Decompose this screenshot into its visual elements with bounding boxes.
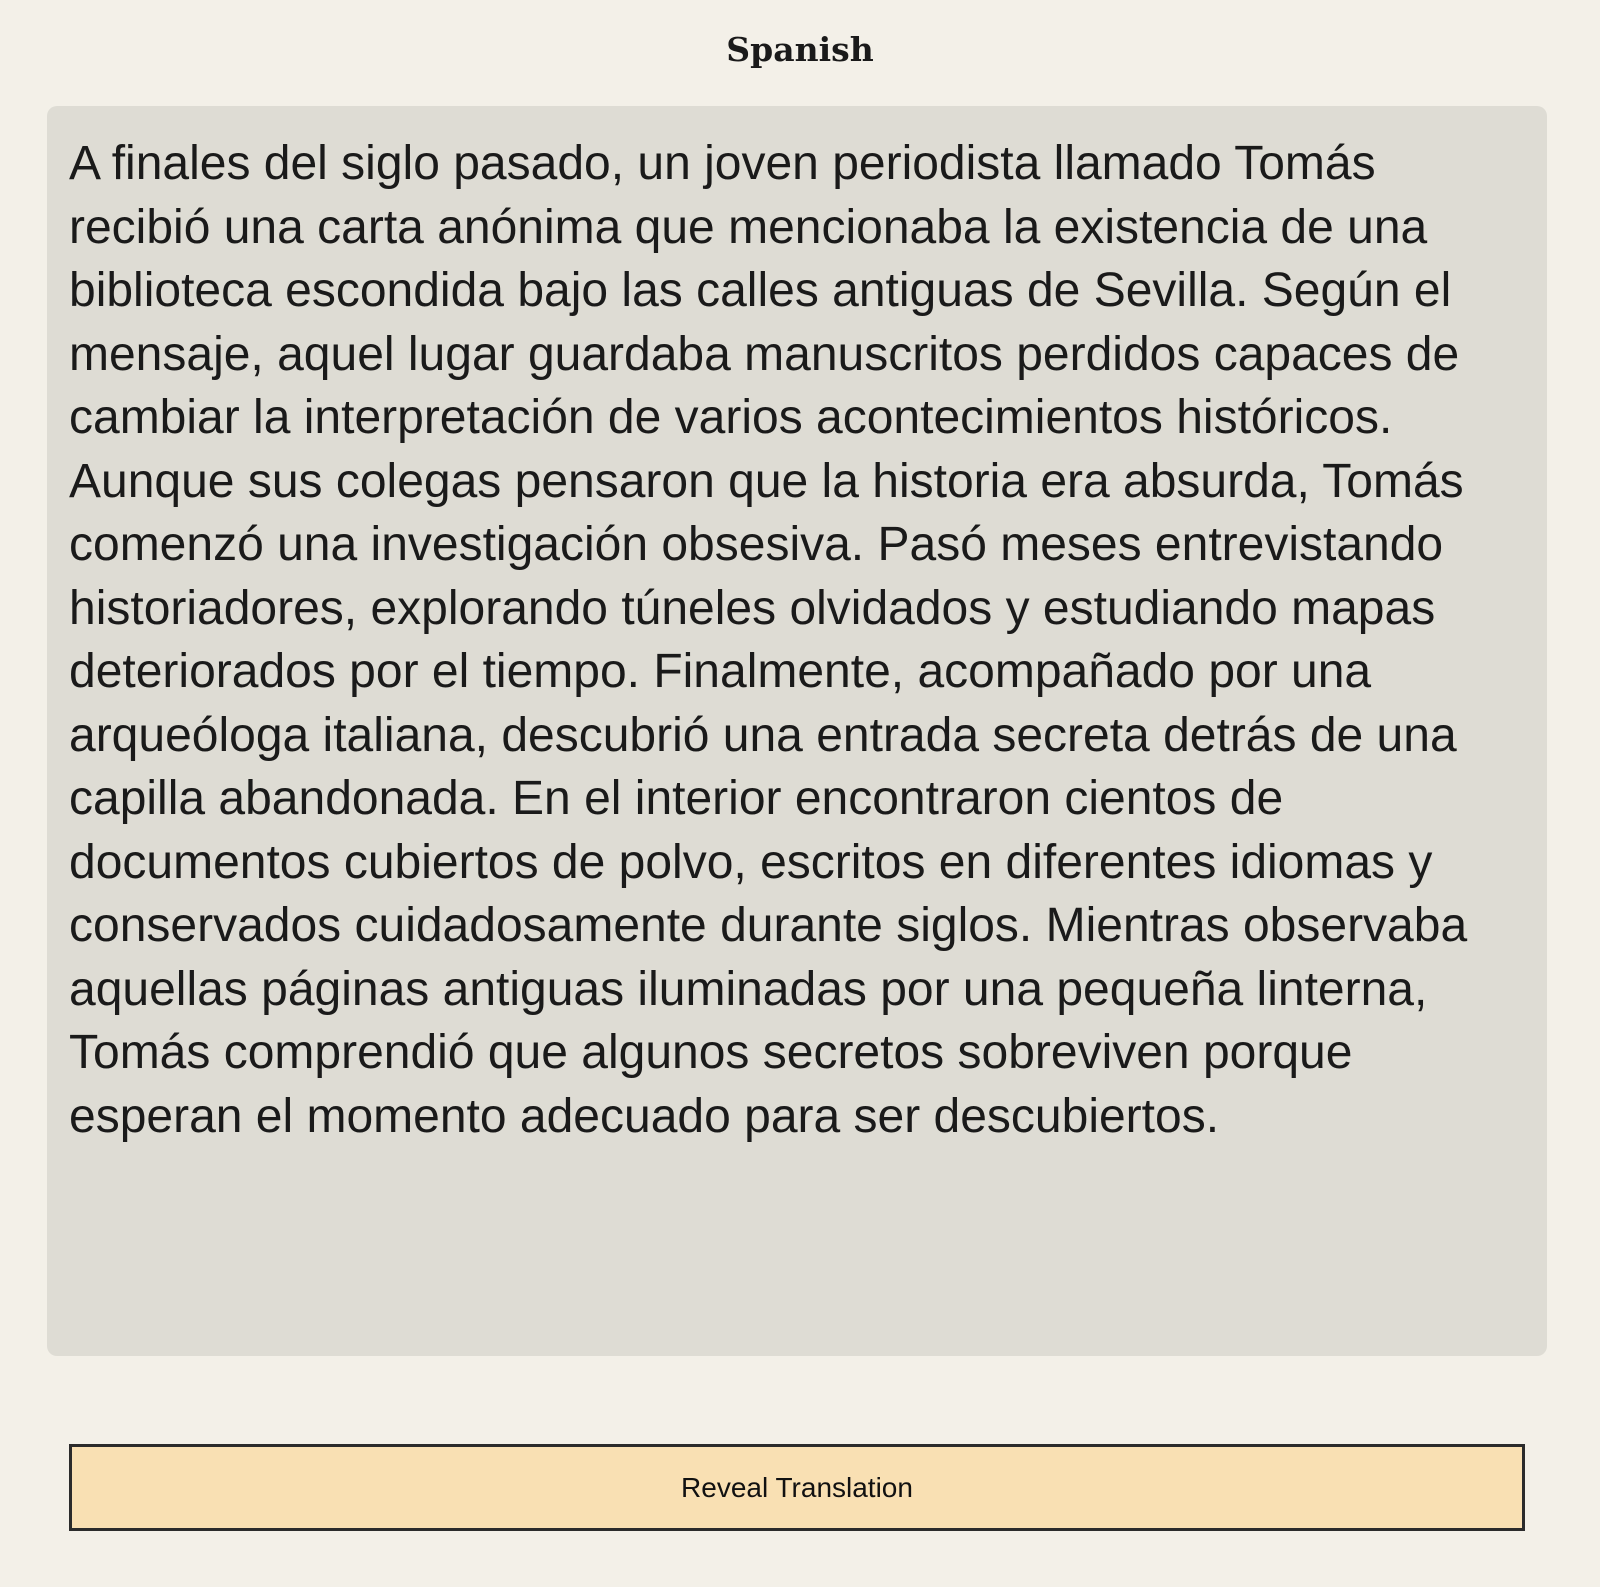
language-label: Spanish: [726, 30, 874, 69]
passage-panel: [47, 106, 1547, 1356]
reveal-translation-button[interactable]: Reveal Translation: [69, 1444, 1525, 1531]
passage-text: A finales del siglo pasado, un joven periodista llamado Tomás recibió una carta anónima que mencionaba la existencia de una biblioteca escondida bajo las calles antiguas de Sevilla. Según el mensaje, aquel lugar guardaba manuscritos perdidos capaces de cambiar la interpretación de varios acontecimientos históricos. Aunque sus colegas pensaron que la historia era absurda, Tomás comenzó una investigación obsesiva. Pasó meses entrevistando historiadores, explorando túneles olvidados y estudiando mapas deteriorados por el tiempo. Finalmente, acompañado por una arqueóloga italiana, descubrió una entrada secreta detrás de una capilla abandonada. En el interior encontraron cientos de documentos cubiertos de polvo, escritos en diferentes idiomas y conservados cuidadosamente durante siglos. Mientras observaba aquellas páginas antiguas iluminadas por una pequeña linterna, Tomás comprendió que algunos secretos sobreviven porque esperan el momento adecuado para ser descubiertos.: [69, 137, 1468, 1143]
